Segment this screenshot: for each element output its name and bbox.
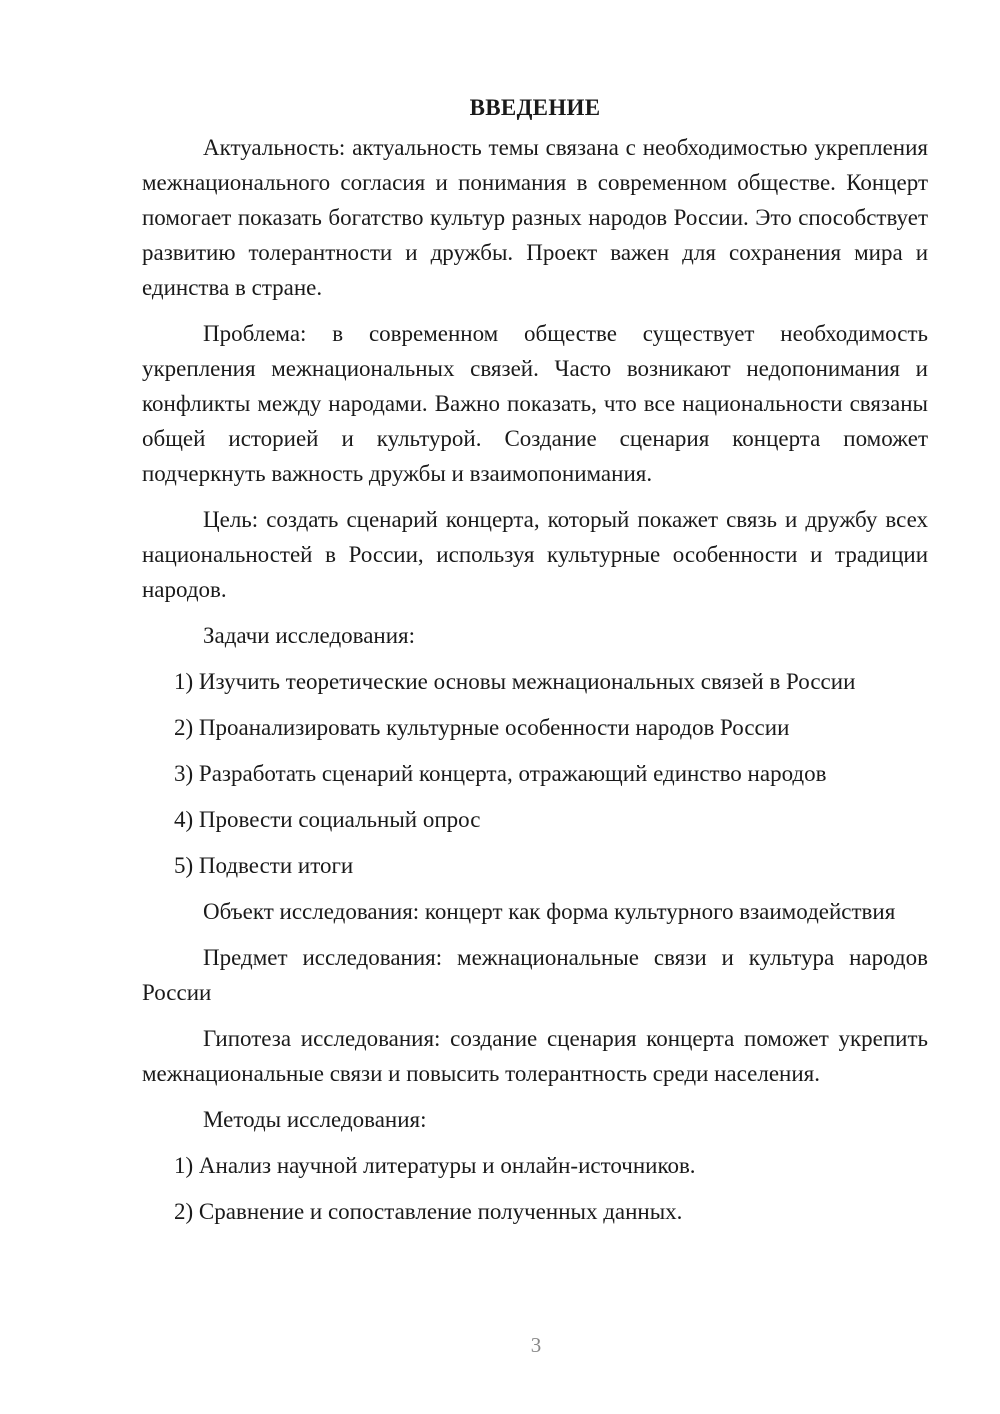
- task-item-5: 5) Подвести итоги: [174, 853, 354, 878]
- task-item-3: 3) Разработать сценарий концерта, отражающий единство народов: [174, 761, 827, 786]
- task-item-1: 1) Изучить теоретические основы межнациональных связей в России: [174, 669, 856, 694]
- document-page: [142, 90, 928, 1240]
- goal-paragraph: Цель: создать сценарий концерта, который покажет связь и дружбу всех национальностей в России, используя культурные особенности и традиции народов.: [142, 507, 928, 602]
- method-item-2: 2) Сравнение и сопоставление полученных данных.: [174, 1199, 683, 1224]
- section-heading: ВВЕДЕНИЕ: [469, 95, 601, 120]
- task-item-2: 2) Проанализировать культурные особенности народов России: [174, 715, 790, 740]
- object-paragraph: Объект исследования: концерт как форма культурного взаимодействия: [203, 899, 896, 924]
- tasks-title: Задачи исследования:: [203, 623, 416, 648]
- hypothesis-paragraph: Гипотеза исследования: создание сценария концерта поможет укрепить межнациональные связи и повысить толерантность среди населения.: [142, 1026, 928, 1086]
- task-item-4: 4) Провести социальный опрос: [174, 807, 481, 832]
- relevance-paragraph: Актуальность: актуальность темы связана с необходимостью укрепления межнационального согласия и понимания в современном обществе. Концерт помогает показать богатство культур разных народов России. Это способствует развитию толерантности и дружбы. Проект важен для сохранения мира и единства в стране.: [142, 135, 928, 300]
- methods-title: Методы исследования:: [203, 1107, 427, 1132]
- subject-paragraph: Предмет исследования: межнациональные связи и культура народов России: [142, 945, 928, 1005]
- method-item-1: 1) Анализ научной литературы и онлайн-источников.: [174, 1153, 696, 1178]
- page-number: 3: [530, 1333, 542, 1357]
- problem-paragraph: Проблема: в современном обществе существует необходимость укрепления межнациональных связей. Часто возникают недопонимания и конфликты между народами. Важно показать, что все национальности связаны общей историей и культурой. Создание сценария концерта поможет подчеркнуть важность дружбы и взаимопонимания.: [142, 321, 928, 486]
